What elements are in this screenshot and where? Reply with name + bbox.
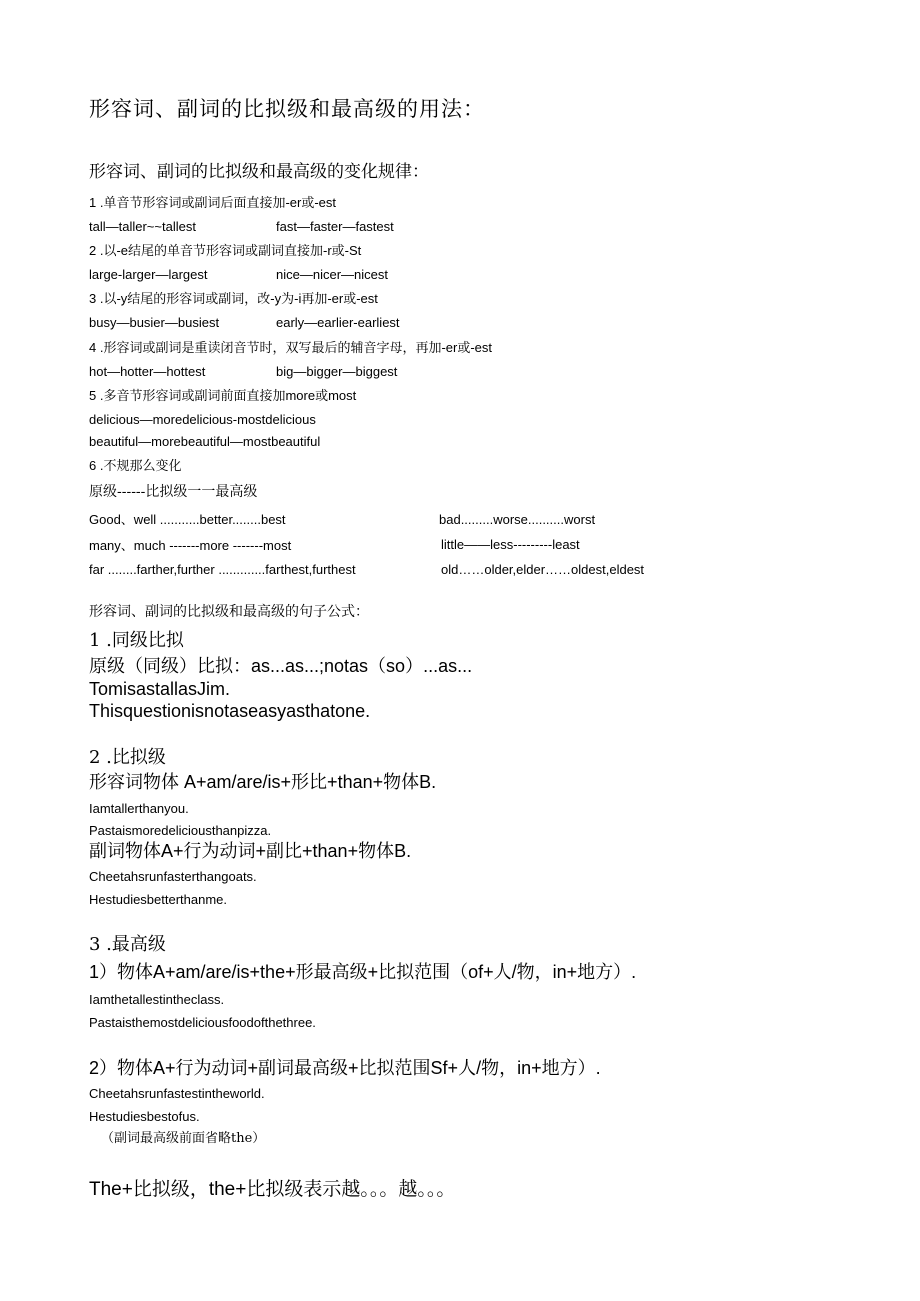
- rule-6: 6 .不规那么变化: [89, 458, 182, 473]
- rule-3: 3 .以-y结尾的形容词或副词，改-y为-i再加-er或-est: [89, 291, 378, 306]
- section-2-example-4: Hestudiesbetterthanme.: [89, 892, 228, 907]
- irregular-header: 原级------比拟级一一最高级: [89, 484, 258, 500]
- section-3-formula-1: 1）物体A+am/are/is+the+形最高级+比拟范围（of+人/物，in+地方）.: [89, 962, 637, 982]
- rule-4: 4 .形容词或副词是重读闭音节时，双写最后的辅音字母，再加-er或-est: [89, 340, 493, 355]
- section-3-note: （副词最高级前面省略the）: [101, 1131, 266, 1146]
- rule-4-example-1: hot—hotter—hottest: [89, 364, 206, 379]
- section-2-example-1: Iamtallerthanyou.: [89, 801, 189, 816]
- section-3-example-1: Iamthetallestintheclass.: [89, 992, 225, 1007]
- rule-1-example-2: fast—faster—fastest: [276, 219, 394, 234]
- section-1-example-1: TomisastallasJim.: [89, 679, 231, 699]
- irregular-row-3-left: far ........farther,further .............farthest,furthest: [89, 562, 356, 577]
- section-3-example-3: Cheetahsrunfastestintheworld.: [89, 1086, 265, 1101]
- section-3-formula-2: 2）物体A+行为动词+副词最高级+比拟范围Sf+人/物，in+地方）.: [89, 1058, 601, 1078]
- section-1-formula: 原级（同级）比拟：as...as...;notas（so）...as...: [89, 656, 473, 676]
- section-3-example-2: Pastaisthemostdeliciousfoodofthethree.: [89, 1015, 316, 1030]
- irregular-row-1-right: bad.........worse..........worst: [439, 512, 596, 527]
- rule-1-example-1: tall—taller~~tallest: [89, 219, 196, 234]
- irregular-row-3-right: old……older,elder……oldest,eldest: [441, 562, 645, 577]
- irregular-row-1-left: Good、well ...........better........best: [89, 512, 286, 527]
- rule-2-example-1: large-larger—largest: [89, 267, 208, 282]
- final-rule: The+比拟级，the+比拟级表示越。。。越。。。: [89, 1179, 456, 1200]
- rule-4-example-2: big—bigger—biggest: [276, 364, 398, 379]
- section-1-example-2: Thisquestionisnotaseasyasthatone.: [89, 701, 371, 721]
- section-2-example-2: Pastaismoredeliciousthanpizza.: [89, 823, 272, 838]
- rule-5-example-1: delicious—moredelicious-mostdelicious: [89, 412, 316, 427]
- section-2-example-3: Cheetahsrunfasterthangoats.: [89, 869, 257, 884]
- section-2-adverb-formula: 副词物体A+行为动词+副比+than+物体B.: [89, 841, 412, 861]
- page-title: 形容词、副词的比拟级和最高级的用法：: [89, 97, 485, 121]
- section-2-title: 2 .比拟级: [89, 747, 166, 768]
- rule-3-example-1: busy—busier—busiest: [89, 315, 220, 330]
- section-3-example-4: Hestudiesbestofus.: [89, 1109, 200, 1124]
- rule-5-example-2: beautiful—morebeautiful—mostbeautiful: [89, 434, 321, 449]
- section-2-adjective-formula: 形容词物体 A+am/are/is+形比+than+物体B.: [89, 772, 437, 792]
- rule-2-example-2: nice—nicer—nicest: [276, 267, 388, 282]
- rule-5: 5 .多音节形容词或副词前面直接加more或most: [89, 388, 357, 403]
- rule-3-example-2: early—earlier-earliest: [276, 315, 400, 330]
- rules-heading: 形容词、副词的比拟级和最高级的变化规律：: [89, 162, 429, 182]
- irregular-row-2-left: many、much -------more -------most: [89, 538, 292, 553]
- section-3-title: 3 .最高级: [89, 934, 166, 955]
- rule-1: 1 .单音节形容词或副词后面直接加-er或-est: [89, 195, 337, 210]
- rule-2: 2 .以-e结尾的单音节形容词或副词直接加-r或-St: [89, 243, 362, 258]
- irregular-row-2-right: little——less---------least: [441, 537, 580, 552]
- section-1-title: 1 .同级比拟: [89, 630, 184, 651]
- formulas-heading: 形容词、副词的比拟级和最高级的句子公式：: [89, 604, 369, 620]
